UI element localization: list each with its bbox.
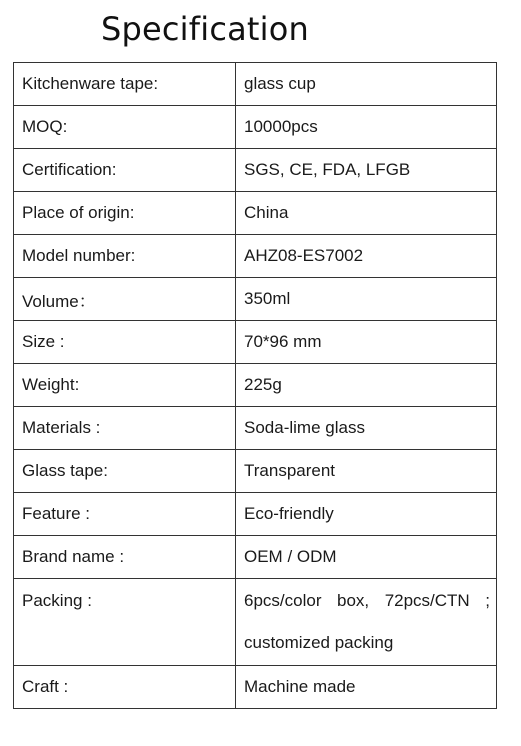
- table-row: [14, 235, 497, 278]
- packing-part: ;: [485, 591, 490, 610]
- table-row: [14, 278, 497, 321]
- row-value: China: [236, 192, 497, 235]
- row-value: 10000pcs: [236, 106, 497, 149]
- row-label: Glass tape:: [14, 450, 236, 493]
- table-row: [14, 364, 497, 407]
- row-label: Place of origin:: [14, 192, 236, 235]
- row-label: Volume：: [14, 278, 236, 321]
- row-value: Eco-friendly: [236, 493, 497, 536]
- row-label: Craft :: [14, 666, 236, 709]
- table-row: [14, 579, 497, 666]
- row-value: OEM / ODM: [236, 536, 497, 579]
- row-value: 70*96 mm: [236, 321, 497, 364]
- packing-part: box,: [337, 591, 370, 610]
- row-label: Model number:: [14, 235, 236, 278]
- row-value: SGS, CE, FDA, LFGB: [236, 149, 497, 192]
- row-label: Size :: [14, 321, 236, 364]
- row-label: Certification:: [14, 149, 236, 192]
- row-value: AHZ08-ES7002: [236, 235, 497, 278]
- page-title: Specification: [100, 10, 310, 48]
- packing-line-2: customized packing: [244, 633, 394, 652]
- row-label: Packing :: [14, 579, 236, 666]
- packing-part: 72pcs/CTN: [384, 591, 470, 610]
- table-row: [14, 63, 497, 106]
- table-row: [14, 493, 497, 536]
- row-label: Kitchenware tape:: [14, 63, 236, 106]
- table-row: [14, 192, 497, 235]
- row-value: Soda-lime glass: [236, 407, 497, 450]
- specification-table: [13, 62, 497, 709]
- row-label: Weight:: [14, 364, 236, 407]
- table-row: [14, 666, 497, 709]
- row-label: MOQ:: [14, 106, 236, 149]
- row-value: Transparent: [236, 450, 497, 493]
- row-value: glass cup: [236, 63, 497, 106]
- row-label: Materials :: [14, 407, 236, 450]
- table-row: [14, 106, 497, 149]
- table-row: [14, 536, 497, 579]
- packing-line-1: [244, 591, 496, 611]
- row-label: Brand name :: [14, 536, 236, 579]
- row-value: 225g: [236, 364, 497, 407]
- table-row: [14, 321, 497, 364]
- table-row: [14, 149, 497, 192]
- row-value: [236, 579, 497, 666]
- table-row: [14, 407, 497, 450]
- row-value: Machine made: [236, 666, 497, 709]
- table-row: [14, 450, 497, 493]
- row-label: Feature :: [14, 493, 236, 536]
- packing-part: 6pcs/color: [244, 591, 322, 610]
- row-value: 350ml: [236, 278, 497, 321]
